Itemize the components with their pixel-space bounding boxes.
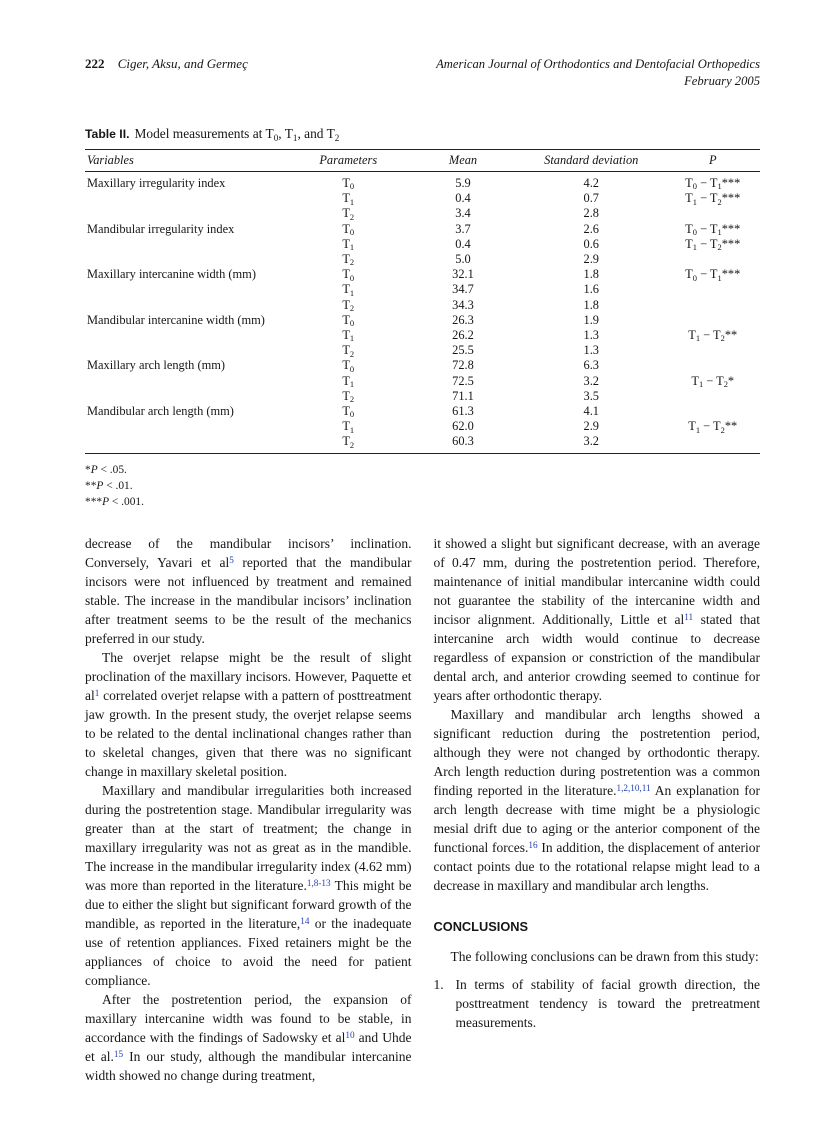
table-row [85, 419, 760, 434]
reference-link[interactable]: 1,2,10,11 [616, 783, 651, 794]
measurements-table [85, 149, 760, 454]
item-number: 1. [433, 977, 444, 993]
cell-variable [85, 328, 288, 343]
table-row [85, 404, 760, 419]
cell-mean: 26.2 [452, 328, 474, 343]
cell-mean: 34.7 [452, 282, 474, 297]
right-column [434, 534, 761, 1085]
cell-standard-deviation: 1.6 [583, 282, 599, 297]
cell-p-value: $T_0 - T_1***$ [685, 221, 741, 237]
cell-standard-deviation: 1.8 [583, 297, 599, 312]
authors: Ciger, Aksu, and Germeç [117, 56, 248, 71]
cell-p-value [666, 358, 761, 373]
cell-standard-deviation: 2.8 [583, 206, 599, 221]
table-caption [85, 126, 760, 142]
reference-link[interactable]: 15 [113, 1049, 124, 1060]
column-header-p: P [666, 150, 761, 172]
cell-p-value: $T_1 - T_2**$ [688, 419, 738, 435]
table-row [85, 389, 760, 404]
table-row [85, 313, 760, 328]
cell-p-value [666, 206, 761, 221]
cell-p-value [666, 434, 761, 453]
cell-mean: 26.3 [452, 312, 474, 327]
cell-variable [85, 374, 288, 389]
cell-variable: Maxillary irregularity index [87, 176, 226, 190]
cell-variable [85, 252, 288, 267]
cell-mean: 5.9 [455, 176, 471, 190]
cell-mean: 62.0 [452, 419, 474, 434]
measurements-table-body [85, 172, 760, 454]
cell-variable: Maxillary intercanine width (mm) [87, 267, 256, 282]
cell-variable [85, 206, 288, 221]
table-head [85, 150, 760, 172]
footnote: ***P < .001. [85, 496, 144, 509]
journal-date: February 2005 [684, 74, 760, 88]
cell-variable [85, 389, 288, 404]
cell-variable [85, 343, 288, 358]
paragraph: Maxillary and mandibular arch lengths showed a significant reduction during the postretention period, although they were not changed by orthodontic therapy. Arch length reduction during postretention was a common finding reported in the literature.$^{1,2,10,11}$ An explanation for arch length decrease with time might be a physiologic mesial drift due to aging or the anterior component of the functional forces.$^{16}$ In addition, the displacement of anterior contact points due to the rotational relapse might lead to a decrease in maxillary and mandibular arch lengths. [433, 707, 760, 894]
item-text: In terms of stability of facial growth direction, the posttreatment tendency is toward the pretreatment measurements. [455, 977, 760, 1031]
cell-mean: 25.5 [452, 343, 474, 358]
conclusions-heading: CONCLUSIONS [433, 919, 529, 935]
cell-parameter: $T_2$ [342, 206, 355, 222]
cell-variable: Mandibular irregularity index [87, 221, 235, 236]
cell-p-value [666, 313, 761, 328]
table-row [85, 252, 760, 267]
cell-variable [85, 419, 288, 434]
journal-info [436, 56, 760, 90]
table-row [85, 374, 760, 389]
table-row [85, 267, 760, 282]
table-title: Model measurements at $T_0$, $T_1$, and $T_2$ [134, 126, 340, 143]
cell-variable [85, 298, 288, 313]
reference-link[interactable]: 11 [684, 612, 694, 623]
cell-variable [85, 237, 288, 252]
cell-mean: 0.4 [455, 236, 471, 251]
cell-p-value [666, 389, 761, 404]
cell-p-value [666, 404, 761, 419]
footnote: *P < .05. [85, 463, 127, 476]
cell-standard-deviation: 1.9 [583, 312, 599, 327]
cell-standard-deviation: 1.3 [583, 328, 599, 343]
table-row [85, 328, 760, 343]
cell-mean: 71.1 [452, 388, 474, 403]
reference-link[interactable]: 1 [94, 688, 100, 699]
paragraph: After the postretention period, the expansion of maxillary intercanine width was found to be stable, in accordance with the findings of Sadowsky et al$^{10}$ and Uhde et al.$^{15}$ In our study, although the mandibular intercanine width showed no change during treatment, [85, 992, 412, 1084]
conclusions-intro: The following conclusions can be drawn from this study: [450, 949, 759, 965]
cell-parameter: $T_0$ [342, 358, 355, 374]
cell-variable: Mandibular arch length (mm) [87, 404, 234, 419]
cell-p-value: $T_1 - T_2***$ [685, 236, 741, 253]
cell-standard-deviation: 0.6 [583, 236, 599, 251]
cell-variable: Maxillary arch length (mm) [87, 358, 225, 373]
cell-variable [85, 282, 288, 297]
cell-parameter: $T_2$ [342, 297, 355, 313]
running-head [85, 56, 248, 72]
page-header [85, 56, 760, 90]
cell-p-value: $T_0 - T_1***$ [685, 267, 741, 283]
column-header-variables: Variables [85, 150, 288, 172]
paragraph: it showed a slight but significant decrease, with an average of 0.47 mm, during the postretention period. Therefore, maintenance of initial mandibular intercanine width could not guarantee the stability of the intercanine width and incisor alignment. Additionally, Little et al$^{11}$ stated that intercanine arch width would continue to decrease regardless of expansion or constriction of the mandibular dental arch, and anterior crowding seemed to continue for years after orthodontic therapy. [433, 536, 760, 704]
cell-standard-deviation: 3.2 [583, 434, 599, 449]
table-row [85, 358, 760, 373]
column-header-parameters: Parameters [288, 150, 410, 172]
cell-p-value [666, 343, 761, 358]
column-header-standard-deviation: Standard deviation [517, 150, 666, 172]
cell-p-value [666, 282, 761, 297]
cell-mean: 72.8 [452, 358, 474, 373]
cell-parameter: $T_1$ [342, 282, 355, 298]
table-label: Table II. [85, 127, 130, 141]
conclusions-list [434, 975, 761, 1032]
table-row [85, 172, 760, 192]
cell-parameter: $T_1$ [342, 236, 355, 253]
table-row [85, 222, 760, 237]
table-footnotes [85, 462, 760, 511]
cell-standard-deviation: 4.1 [583, 404, 599, 419]
cell-mean: 72.5 [452, 373, 474, 388]
paragraph: decrease of the mandibular incisors’ inclination. Conversely, Yavari et al$^5$ reported that the mandibular incisors were not influenced by treatment and remained stable. The increase in the mandibular incisors’ inclination after treatment seems to be the result of the mechanics preferred in our study. [85, 536, 412, 647]
cell-mean: 61.3 [452, 404, 474, 419]
cell-standard-deviation: 3.2 [583, 373, 599, 388]
cell-variable [85, 191, 288, 206]
cell-p-value: $T_1 - T_2***$ [685, 191, 741, 207]
table-row [85, 343, 760, 358]
reference-link[interactable]: 10 [345, 1030, 355, 1041]
article-body [85, 534, 760, 1085]
cell-parameter: $T_0$ [342, 267, 355, 283]
table-row [85, 298, 760, 313]
table-row [85, 191, 760, 206]
cell-parameter: $T_1$ [342, 191, 355, 207]
cell-standard-deviation: 1.8 [583, 267, 599, 282]
table-header-row [85, 150, 760, 172]
cell-variable: Mandibular intercanine width (mm) [87, 312, 265, 327]
cell-parameter: $T_0$ [342, 312, 355, 329]
cell-p-value: $T_1 - T_2**$ [688, 328, 738, 344]
cell-standard-deviation: 2.9 [583, 419, 599, 434]
cell-standard-deviation: 0.7 [583, 191, 599, 206]
journal-name: American Journal of Orthodontics and Dentofacial Orthopedics [436, 57, 760, 71]
cell-p-value [666, 252, 761, 267]
cell-mean: 60.3 [452, 434, 474, 449]
reference-link[interactable]: 14 [300, 916, 310, 927]
cell-standard-deviation: 6.3 [583, 358, 599, 373]
table-row [85, 206, 760, 221]
cell-mean: 0.4 [455, 191, 471, 206]
reference-link[interactable]: 16 [528, 840, 538, 851]
cell-p-value: $T_0 - T_1***$ [685, 176, 741, 192]
cell-mean: 32.1 [452, 267, 474, 282]
cell-parameter: $T_2$ [342, 343, 355, 359]
reference-link[interactable]: 5 [229, 555, 234, 566]
cell-p-value [666, 298, 761, 313]
cell-parameter: $T_0$ [342, 221, 355, 237]
cell-parameter: $T_1$ [342, 373, 355, 389]
footnote: **P < .01. [85, 479, 133, 492]
table-row [85, 434, 760, 453]
cell-parameter: $T_2$ [342, 252, 355, 268]
paragraph: The overjet relapse might be the result of slight proclination of the maxillary incisors. However, Paquette et al$^1$ correlated overjet relapse with a pattern of posttreatment jaw growth. In the present study, the overjet relapse seems to be related to the dental inclinational changes rather than to skeletal changes, given that there was no significant change in maxillary skeletal position. [85, 650, 412, 780]
column-header-mean: Mean [409, 150, 517, 172]
cell-mean: 3.7 [455, 221, 471, 236]
cell-standard-deviation: 1.3 [583, 343, 599, 358]
table-section [85, 126, 760, 510]
reference-link[interactable]: 1,8-13 [306, 878, 331, 889]
cell-parameter: $T_1$ [342, 419, 355, 435]
page-number: 222 [85, 56, 105, 71]
cell-mean: 5.0 [455, 252, 471, 267]
cell-parameter: $T_0$ [342, 404, 355, 420]
cell-standard-deviation: 2.6 [583, 221, 599, 236]
cell-parameter: $T_1$ [342, 328, 355, 344]
table-row [85, 282, 760, 297]
cell-mean: 3.4 [455, 206, 471, 221]
cell-parameter: $T_2$ [342, 434, 355, 450]
cell-variable [85, 434, 288, 453]
paragraph: Maxillary and mandibular irregularities both increased during the postretention stage. Mandibular irregularity was greater than at the start of treatment; the change in maxillary irregularity was not as great as in the mandible. The increase in the mandibular irregularity index (4.62 mm) was more than reported in the literature.$^{1,8-13}$ This might be due to either the slight but significant forward growth of the mandible, as reported in the literature,$^{14}$ or the inadequate use of retention appliances. Fixed retainers might be the appliances of choice to avoid the need for patient compliance. [85, 783, 412, 989]
table-row [85, 237, 760, 252]
cell-standard-deviation: 3.5 [583, 388, 599, 403]
left-column [85, 534, 412, 1085]
cell-standard-deviation: 2.9 [583, 252, 599, 267]
cell-parameter: $T_0$ [342, 176, 355, 192]
list-item [434, 975, 761, 1032]
cell-standard-deviation: 4.2 [583, 176, 599, 190]
cell-parameter: $T_2$ [342, 388, 355, 405]
cell-p-value: $T_1 - T_2*$ [691, 373, 735, 389]
cell-mean: 34.3 [452, 297, 474, 312]
